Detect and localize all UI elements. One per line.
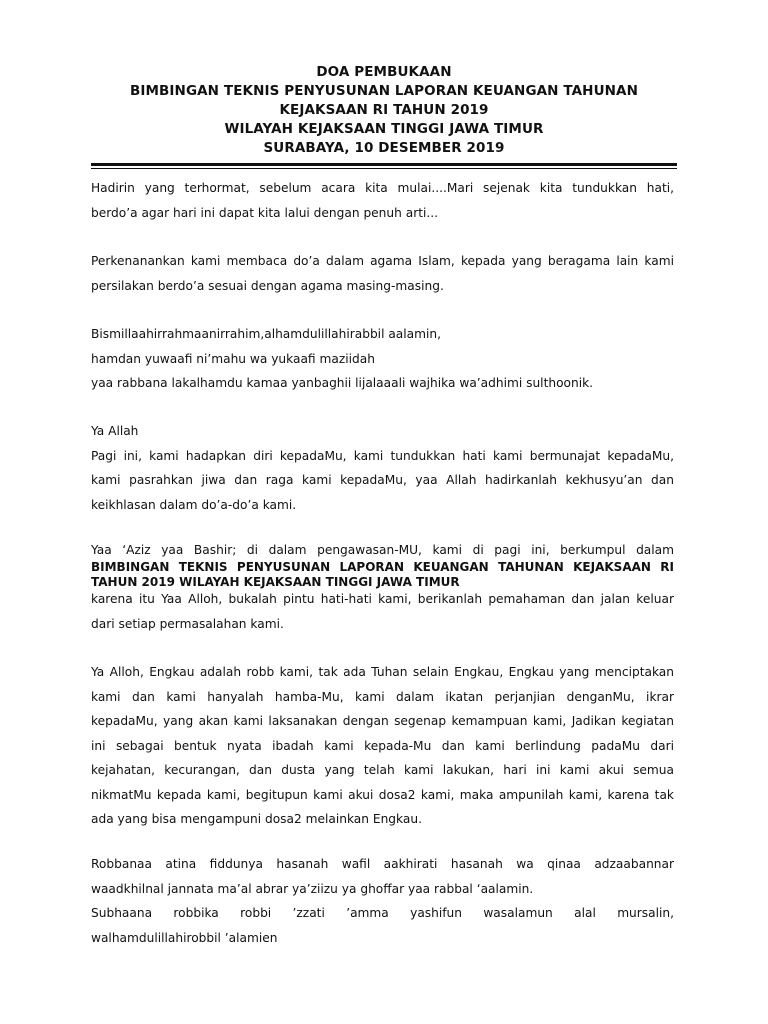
paragraph-line: Ya Alloh, Engkau adalah robb kami, tak ada Tuhan selain Engkau, Engkau yang menciptakan bbox=[91, 665, 674, 679]
paragraph-line: kepadaMu, yang akan kami laksanakan dengan segenap kemampuan kami, Jadikan kegiatan bbox=[91, 714, 674, 728]
paragraph-line: kami pasrahkan jiwa dan raga kami kepadaMu, yaa Allah hadirkanlah kekhusyu’an dan bbox=[91, 473, 674, 487]
paragraph-line: Perkenanankan kami membaca do’a dalam agama Islam, kepada yang beragama lain kami bbox=[91, 254, 674, 268]
header-event-name: BIMBINGAN TEKNIS PENYUSUNAN LAPORAN KEUANGAN TAHUNAN bbox=[130, 83, 638, 99]
paragraph-invitation bbox=[91, 249, 674, 298]
header-title: DOA PEMBUKAAN bbox=[316, 64, 452, 80]
paragraph-yaa-aziz bbox=[91, 538, 674, 563]
paragraph-line: yaa rabbana lakalhamdu kamaa yanbaghii lijalaaali wajhika wa’adhimi sulthoonik. bbox=[91, 376, 594, 390]
paragraph-line: Pagi ini, kami hadapkan diri kepadaMu, kami tundukkan hati kami bermunajat kepadaMu, bbox=[91, 448, 674, 463]
header-place-date: SURABAYA, 10 DESEMBER 2019 bbox=[263, 140, 505, 156]
paragraph-line: walhamdulillahirobbil ’alamien bbox=[91, 930, 278, 945]
header-divider-thick bbox=[91, 163, 677, 166]
paragraph-ya-alloh bbox=[91, 660, 674, 832]
bold-event-line: TAHUN 2019 WILAYAH KEJAKSAAN TINGGI JAWA TIMUR bbox=[91, 574, 460, 589]
paragraph-line: karena itu Yaa Alloh, bukalah pintu hati-hati kami, berikanlah pemahaman dan jalan keluar bbox=[91, 592, 674, 606]
paragraph-line: Yaa ‘Aziz yaa Bashir; di dalam pengawasan-MU, kami di pagi ini, berkumpul dalam bbox=[91, 543, 674, 557]
paragraph-event-bold bbox=[91, 560, 674, 589]
paragraph-ya-allah bbox=[91, 419, 674, 517]
paragraph-line: waadkhilnal jannata ma’al abrar ya’ziizu ya ghoffar yaa rabbal ‘aalamin. bbox=[91, 881, 534, 896]
paragraph-line: Subhaana robbika robbi ’zzati ’amma yashifun wasalamun alal mursalin, bbox=[91, 906, 674, 920]
paragraph-closing bbox=[91, 852, 674, 950]
paragraph-line: Hadirin yang terhormat, sebelum acara kita mulai....Mari sejenak kita tundukkan hati, bbox=[91, 181, 674, 195]
paragraph-line: Ya Allah bbox=[91, 424, 139, 438]
paragraph-line: Bismillaahirrahmaanirrahim,alhamdulillahirabbil aalamin, bbox=[91, 327, 441, 341]
paragraph-line: ada yang bisa mengampuni dosa2 melainkan Engkau. bbox=[91, 812, 422, 826]
paragraph-line: berdo’a agar hari ini dapat kita lalui dengan penuh arti... bbox=[91, 205, 438, 220]
document-header bbox=[0, 63, 768, 158]
paragraph-line: nikmatMu kepada kami, begitupun kami akui dosa2 kami, maka ampunilah kami, karena tak bbox=[91, 787, 674, 802]
paragraph-opening bbox=[91, 176, 674, 225]
paragraph-line: persilakan berdo’a sesuai dengan agama masing-masing. bbox=[91, 278, 444, 293]
header-institution: KEJAKSAAN RI TAHUN 2019 bbox=[279, 102, 489, 118]
paragraph-line: dari setiap permasalahan kami. bbox=[91, 616, 284, 631]
paragraph-line: keikhlasan dalam do’a-do’a kami. bbox=[91, 497, 297, 512]
paragraph-line: Robbanaa atina fiddunya hasanah wafil aakhirati hasanah wa qinaa adzaabannar bbox=[91, 857, 674, 871]
paragraph-line: kami dan kami hanyalah hamba-Mu, kami dalam ikatan perjanjian denganMu, ikrar bbox=[91, 689, 674, 704]
paragraph-line: ini sebagai bentuk nyata ibadah kami kepada-Mu dan kami berlindung padaMu dari bbox=[91, 738, 674, 753]
header-divider-thin bbox=[91, 168, 677, 169]
paragraph-line: kejahatan, kecurangan, dan dusta yang telah kami lakukan, hari ini kami akui semua bbox=[91, 763, 674, 777]
paragraph-line: hamdan yuwaafi ni’mahu wa yukaafi maziidah bbox=[91, 351, 375, 366]
paragraph-bismillah bbox=[91, 322, 674, 396]
bold-event-line: BIMBINGAN TEKNIS PENYUSUNAN LAPORAN KEUANGAN TAHUNAN KEJAKSAAN RI bbox=[91, 560, 674, 574]
header-region: WILAYAH KEJAKSAAN TINGGI JAWA TIMUR bbox=[224, 121, 544, 137]
paragraph-yaa-aziz-cont bbox=[91, 587, 674, 636]
